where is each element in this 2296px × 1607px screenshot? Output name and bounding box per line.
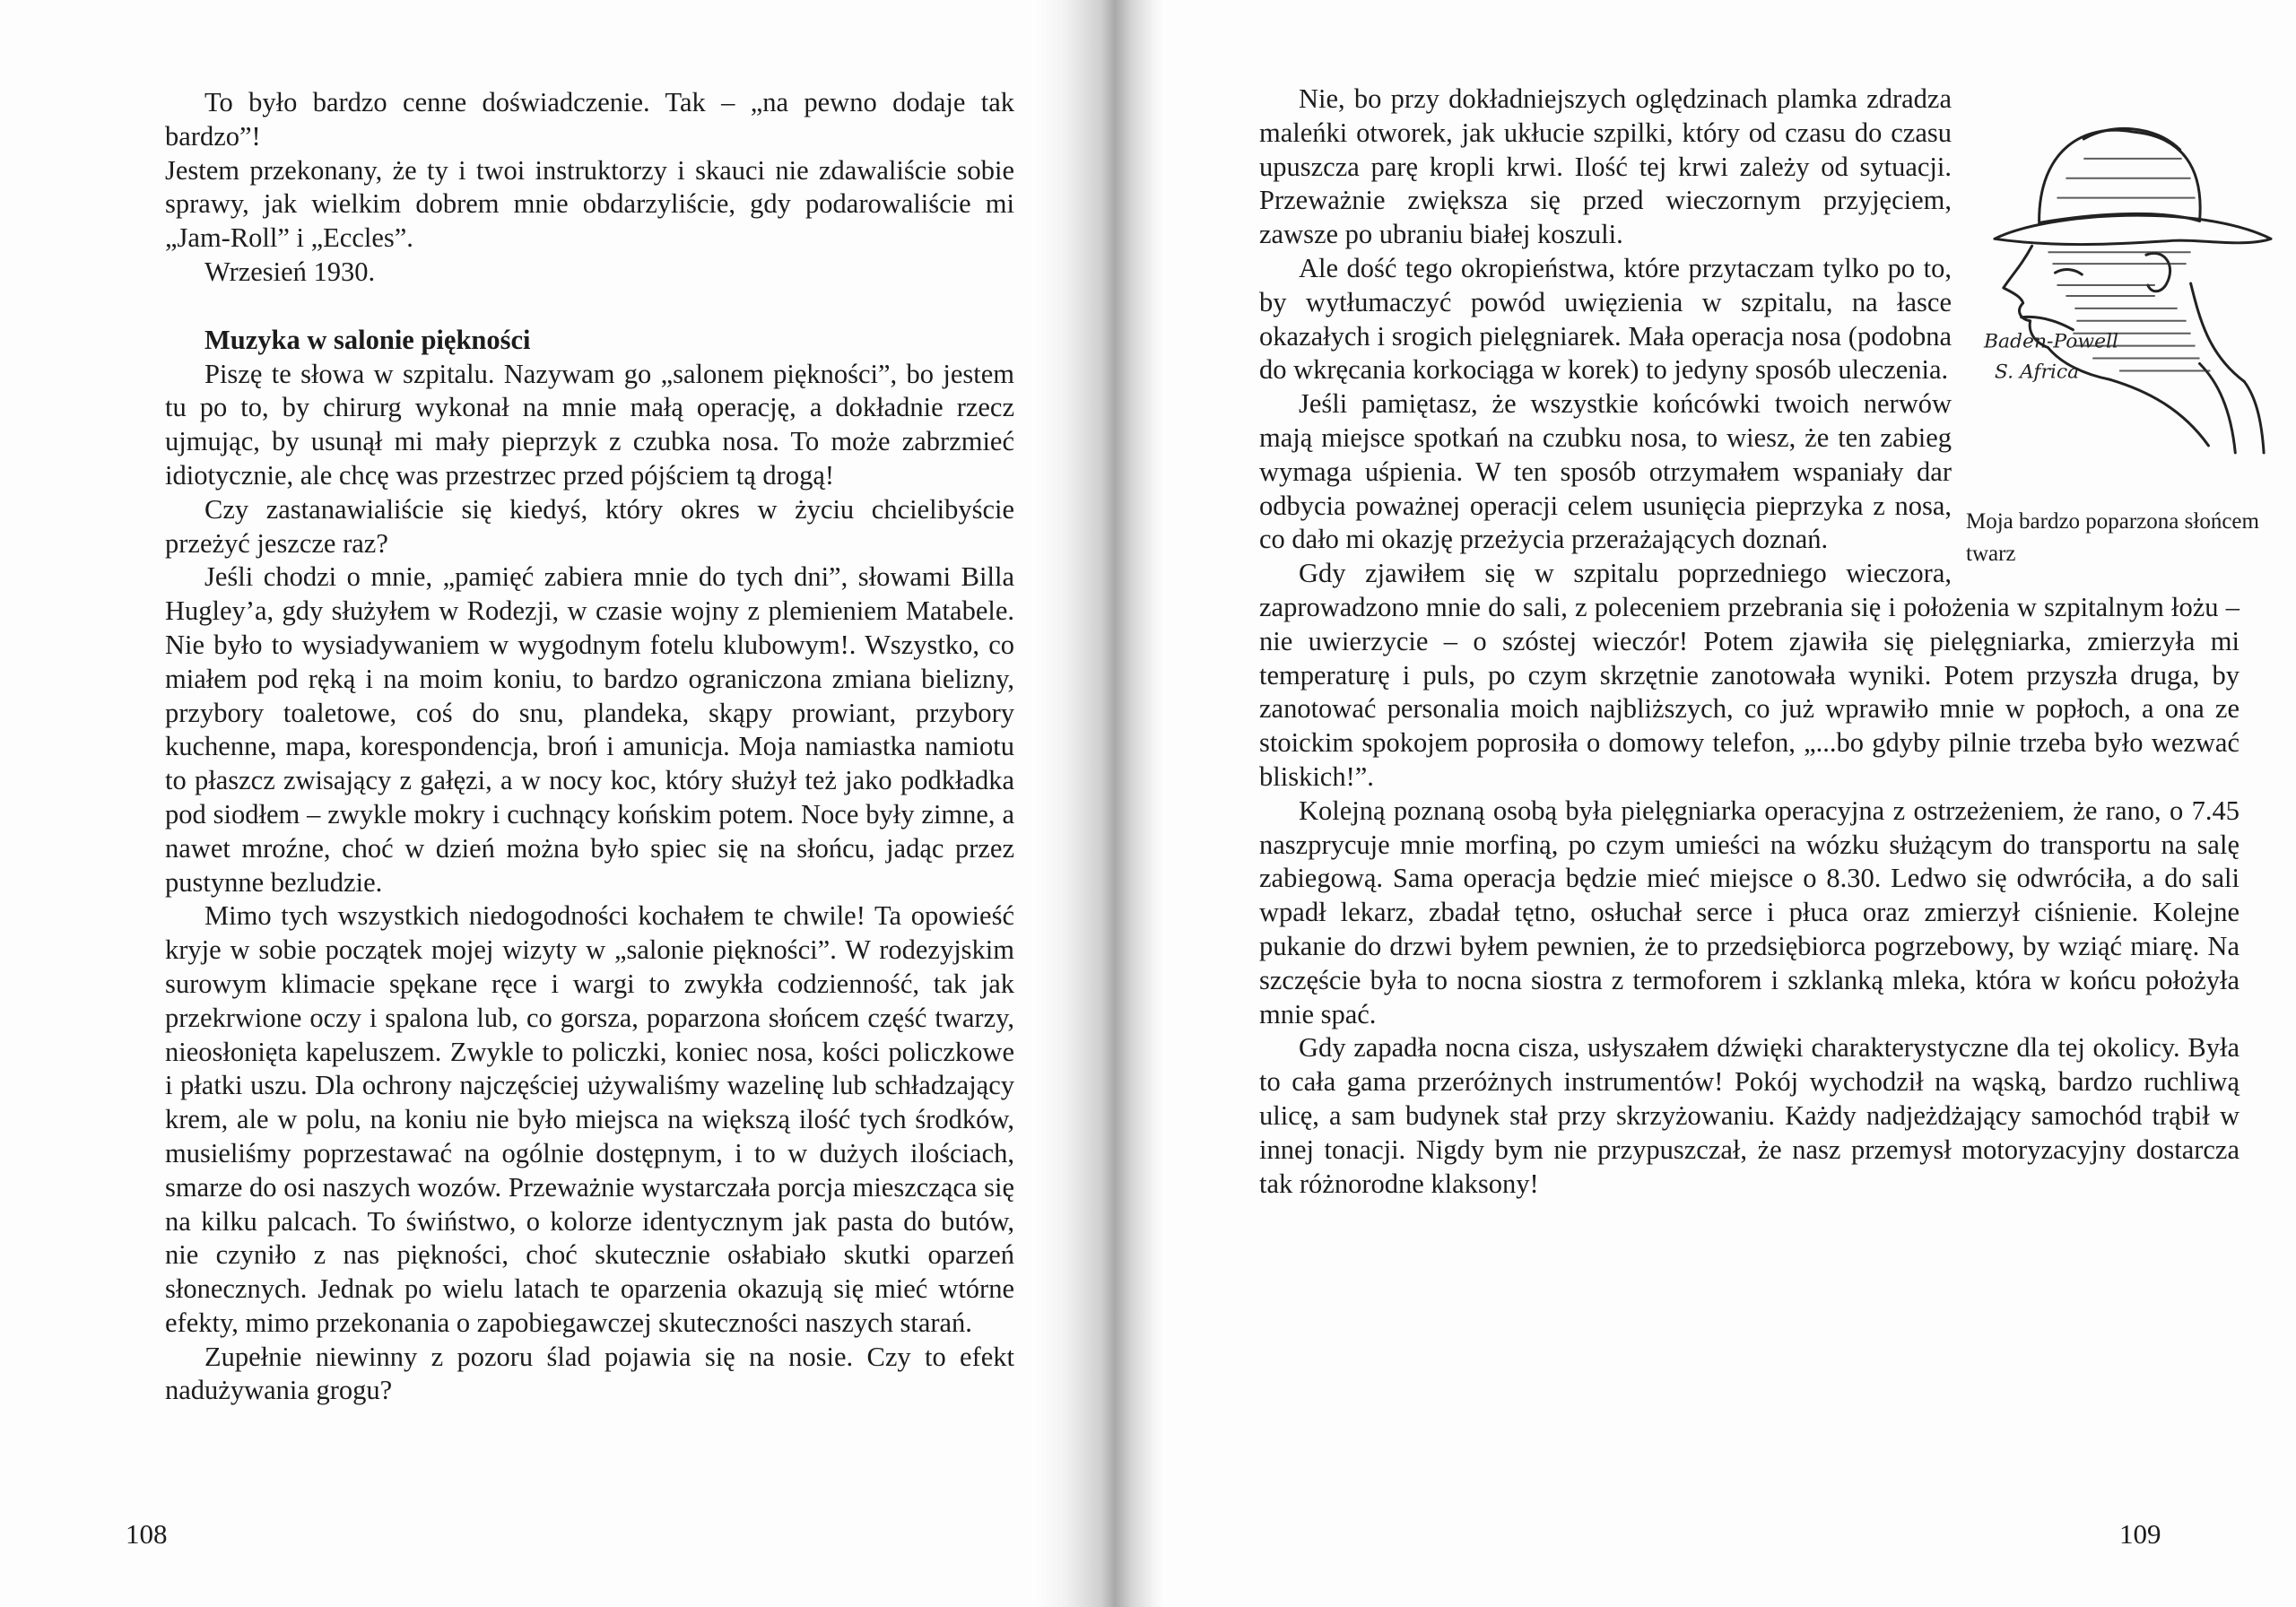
page-number: 108	[126, 1518, 168, 1550]
right-page-text	[1259, 83, 2259, 1201]
portrait-sketch-image	[1977, 95, 2280, 481]
date-line: Wrzesień 1930.	[204, 256, 376, 287]
portrait-figure	[1966, 83, 2275, 576]
section-heading: Muzyka w salonie piękności	[204, 324, 531, 355]
paragraph: Jestem przekonany, że ty i twoi instruktorzy i skauci nie zdawaliście sobie sprawy, jak wielkim dobrem mnie obdarzyliście, gdy podarowaliście mi „Jam-Roll” i „Eccles”.	[165, 154, 1014, 254]
left-page-text	[165, 86, 1014, 1408]
paragraph: Czy zastanawialiście się kiedyś, który okres w życiu chcielibyście przeżyć jeszcze raz?	[165, 493, 1014, 559]
svg-text:S. Africa: S. Africa	[1994, 360, 2080, 384]
paragraph: To było bardzo cenne doświadczenie. Tak – „na pewno dodaje tak bardzo”!	[165, 87, 1014, 152]
figure-caption: Moja bardzo poparzona słońcem twarz	[1966, 509, 2259, 566]
paragraph: Gdy zapadła nocna cisza, usłyszałem dźwięki charakterystyczne dla tej okolicy. Była to cała gama przeróżnych instrumentów! Pokój wychodził na wąską, bardzo ruchliwą ulicę, a sam budynek stał przy skrzyżowaniu. Każdy nadjeżdżający samochód trąbił w innej tonacji. Nigdy bym nie przypuszczał, że nasz przemysł motoryzacyjny dostarcza tak różnorodne klaksony!	[1259, 1032, 2239, 1199]
paragraph: Jeśli chodzi o mnie, „pamięć zabiera mnie do tych dni”, słowami Billa Hugley’a, gdy służyłem w Rodezji, w czasie wojny z plemieniem Matabele. Nie było to wysiadywaniem w wygodnym fotelu klubowym!. Wszystko, co miałem pod ręką i na moim koniu, to bardzo ograniczona zmiana bielizny, przybory toaletowe, coś do snu, plandeka, skąpy prowiant, przybory kuchenne, mapa, korespondencja, broń i amunicja. Moja namiastka namiotu to płaszcz zwisający z gałęzi, a w nocy koc, który służył też jako podkładka pod siodłem – zwykle mokry i cuchnący końskim potem. Noce były zimne, a nawet mroźne, choć w dzień można było spiec się na słońcu, jadąc przez pustynne bezludzie.	[165, 561, 1014, 898]
paragraph: Ale dość tego okropieństwa, które przytaczam tylko po to, by wytłumaczyć powód uwięzienia w szpitalu, na łasce okazałych i srogich pielęgniarek. Mała operacja nosa (podobna do wkręcania korkociąga w korek) to jedyny sposób uleczenia.	[1259, 252, 1952, 386]
left-page	[0, 0, 1076, 1607]
paragraph: Jeśli pamiętasz, że wszystkie końcówki twoich nerwów mają miejsce spotkań na czubku nosa, to wiesz, że ten zabieg wymaga uśpienia. W ten sposób otrzymałem wspaniały dar odbycia poważnej operacji celem usunięcia pieprzyka z nosa, co dało mi okazję przeżycia przerażających doznań.	[1259, 388, 1952, 555]
right-page	[1148, 0, 2296, 1607]
page-number: 109	[2119, 1518, 2161, 1550]
paragraph: Zupełnie niewinny z pozoru ślad pojawia się na nosie. Czy to efekt nadużywania grogu?	[165, 1341, 1014, 1406]
paragraph: Gdy zjawiłem się w szpitalu poprzedniego wieczora, zaprowadzono mnie do sali, z poleceniem przebrania się i położenia w szpitalnym łożu – nie uwierzycie – o szóstej wieczór! Potem zjawiła się pielęgniarka, zmierzyła mi temperaturę i puls, po czym skrzętnie zanotowała wyniki. Potem przyszła druga, by zanotować personalia moich najbliższych, co już wprawiło mnie w popłoch, a ona ze stoickim spokojem poprosiła o domowy telefon, „...bo gdyby pilnie trzeba było wezwać bliskich!”.	[1259, 558, 2239, 792]
paragraph: Nie, bo przy dokładniejszych oględzinach plamka zdradza maleńki otworek, jak ukłucie szpilki, który od czasu do czasu upuszcza parę kropli krwi. Ilość tej krwi zależy od sytuacji. Przeważnie zwiększa się przed wieczornym przyjęciem, zawsze po ubraniu białej koszuli.	[1259, 83, 1952, 250]
paragraph: Piszę te słowa w szpitalu. Nazywam go „salonem piękności”, bo jestem tu po to, by chirurg wykonał na mnie małą operację, a dokładnie rzecz ujmując, by usunął mi mały pieprzyk z czubka nosa. To może zabrzmieć idiotycznie, ale chcę was przestrzec przed pójściem tą drogą!	[165, 358, 1014, 491]
paragraph: Mimo tych wszystkich niedogodności kochałem te chwile! Ta opowieść kryje w sobie początek mojej wizyty w „salonie piękności”. W rodezyjskim surowym klimacie spękane ręce i wargi to zwykła codzienność, tak jak przekrwione oczy i spalona lub, co gorsza, poparzona słońcem część twarzy, nieosłonięta kapeluszem. Zwykle to policzki, koniec nosa, kości policzkowe i płatki uszu. Dla ochrony najczęściej używaliśmy wazelinę lub schładzający krem, ale w polu, na koniu nie było miejsca na większą ilość tych środków, musieliśmy poprzestawać na ogólnie dostępnym, i to w dużych ilościach, smarze do osi naszych wozów. Przeważnie wystarczała porcja mieszcząca się na kilku palcach. To świństwo, o kolorze identycznym jak pasta do butów, nie czyniło z nas piękności, choć skutecznie osłabiało skutki oparzeń słonecznych. Jednak po wielu latach te oparzenia okazują się mieć wtórne efekty, mimo przekonania o zapobiegawczej skuteczności naszych starań.	[165, 900, 1014, 1338]
svg-text:Baden-Powell: Baden-Powell	[1983, 330, 2119, 353]
paragraph: Kolejną poznaną osobą była pielęgniarka operacyjna z ostrzeżeniem, że rano, o 7.45 naszprycuje mnie morfiną, po czym umieści na wózku służącym do transportu na salę zabiegową. Sama operacja będzie mieć miejsce o 8.30. Ledwo się odwróciła, a do sali wpadł lekarz, zbadał tętno, osłuchał serce i płuca oraz zmierzył ciśnienie. Kolejne pukanie do drzwi byłem pewnien, że to przedsiębiorca pogrzebowy, by wziąć miarę. Na szczęście była to nocna siostra z termoforem i szklanką mleka, która w końcu położyła mnie spać.	[1259, 795, 2239, 1029]
